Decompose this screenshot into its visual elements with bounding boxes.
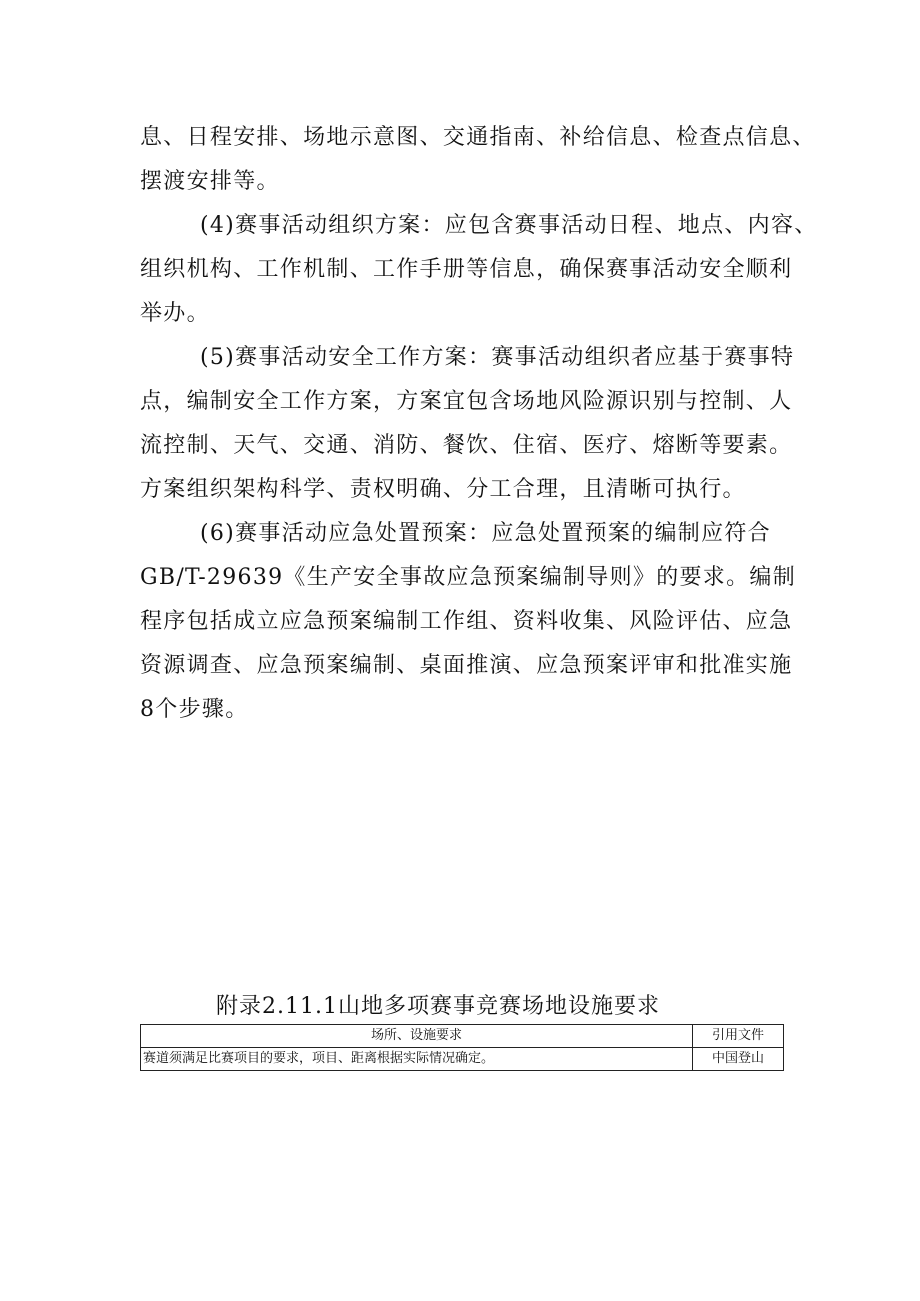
table-cell-reference: 中国登山 bbox=[693, 1048, 784, 1071]
table-cell-requirement: 赛道须满足比赛项目的要求，项目、距离根据实际情况确定。 bbox=[141, 1048, 693, 1071]
header-cell-requirements: 场所、设施要求 bbox=[141, 1025, 693, 1048]
paragraph-organization-plan bbox=[140, 204, 818, 336]
appendix-caption: 附录2.11.1山地多项赛事竞赛场地设施要求 bbox=[216, 994, 660, 1019]
header-cell-reference: 引用文件 bbox=[693, 1025, 784, 1048]
text-line: 举办。 bbox=[140, 301, 210, 326]
paragraph-safety-plan bbox=[140, 336, 800, 512]
text-line: (6)赛事活动应急处置预案：应急处置预案的编制应符合 bbox=[200, 521, 771, 546]
text-line: 方案组织架构科学、责权明确、分工合理，且清晰可执行。 bbox=[140, 477, 746, 502]
paragraph-emergency-plan bbox=[140, 512, 800, 732]
text-line: 组织机构、工作机制、工作手册等信息，确保赛事活动安全顺利 bbox=[140, 257, 793, 282]
table-row bbox=[141, 1048, 784, 1071]
requirements-table bbox=[140, 1024, 784, 1071]
text-line: (5)赛事活动安全工作方案：赛事活动组织者应基于赛事特 bbox=[200, 345, 795, 370]
text-line: 点，编制安全工作方案，方案宜包含场地风险源识别与控制、人 bbox=[140, 389, 793, 414]
text-line: 息、日程安排、场地示意图、交通指南、补给信息、检查点信息、 bbox=[140, 125, 816, 150]
paragraph-continuation bbox=[140, 116, 816, 204]
text-line: (4)赛事活动组织方案：应包含赛事活动日程、地点、内容、 bbox=[200, 213, 818, 238]
table-header-row bbox=[141, 1025, 784, 1048]
text-line: 资源调查、应急预案编制、桌面推演、应急预案评审和批准实施 bbox=[140, 653, 793, 678]
body-text bbox=[140, 116, 818, 732]
text-line: 程序包括成立应急预案编制工作组、资料收集、风险评估、应急 bbox=[140, 609, 793, 634]
text-line: 摆渡安排等。 bbox=[140, 169, 280, 194]
text-line: 流控制、天气、交通、消防、餐饮、住宿、医疗、熔断等要素。 bbox=[140, 433, 793, 458]
text-line: 8个步骤。 bbox=[140, 697, 249, 722]
text-line: GB/T-29639《生产安全事故应急预案编制导则》的要求。编制 bbox=[140, 565, 797, 590]
